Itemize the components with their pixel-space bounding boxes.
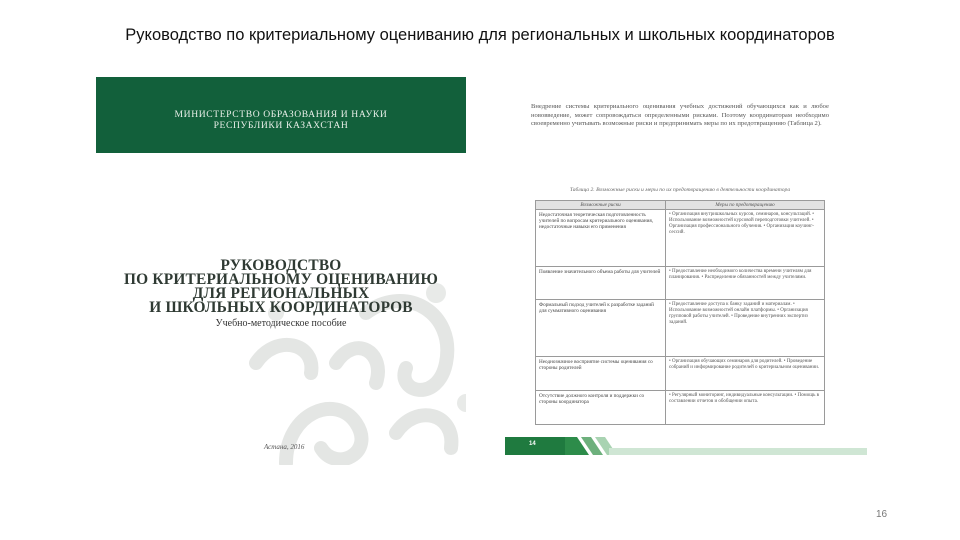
table-row	[536, 266, 825, 299]
table-cell-measures: • Организация внутришкольных курсов, семинаров, консультаций. • Использование возможностей курсовой переподготовки учителей. • Организация профессионального обучения. • Организация коучинг-сессий.	[666, 210, 825, 267]
risks-table-header: Меры по предотвращению	[666, 201, 825, 210]
cover-title: РУКОВОДСТВО ПО КРИТЕРИАЛЬНОМУ ОЦЕНИВАНИЮ ДЛЯ РЕГИОНАЛЬНЫХ И ШКОЛЬНЫХ КООРДИНАТОРОВ	[123, 257, 439, 316]
table-row	[536, 390, 825, 424]
table-cell-risk: Отсутствие должного контроля и поддержки со стороны координатора	[536, 390, 666, 424]
table-cell-measures: • Организация обучающих семинаров для родителей. • Проведение собраний и информирование родителей о критериальном оценивании.	[666, 356, 825, 390]
table-cell-measures: • Предоставление доступа к банку заданий и материалам. • Использование возможностей онлайн платформы. • Организация групповой работы учителей. • Проведение внутренних экспертиз заданий.	[666, 300, 825, 357]
table-cell-risk: Появление значительного объема работы для учителей	[536, 266, 666, 299]
table-cell-risk: Недостаточная теоретическая подготовленность учителей по вопросам критериального оценивания, недостаточные навыки его применения	[536, 210, 666, 267]
page-intro-paragraph: Внедрение системы критериального оценивания учебных достижений обучающихся как и любое нововведение, может сопровождаться определенными рисками. Поэтому координаторам необходимо своевременно учитывать возможные риски и предпринимать меры по их предотвращению (Таблица 2).	[531, 103, 829, 128]
page-table-caption: Таблица 2. Возможные риски и меры по их предотвращению в деятельности координатора	[569, 187, 791, 193]
risks-table-header-row	[536, 201, 825, 210]
page-number: 14	[529, 441, 536, 447]
slide-title: Руководство по критериальному оцениванию для региональных и школьных координаторов	[125, 26, 835, 44]
cover-ministry-heading: МИНИСТЕРСТВО ОБРАЗОВАНИЯ И НАУКИ РЕСПУБЛИКИ КАЗАХСТАН	[174, 109, 388, 131]
page-footer	[505, 437, 867, 455]
cover-city-year: Астана, 2016	[264, 443, 305, 451]
guide-content-page	[505, 95, 867, 457]
table-row	[536, 300, 825, 357]
cover-subtitle: Учебно-методическое пособие	[215, 318, 347, 329]
slide-number: 16	[876, 509, 888, 520]
table-cell-measures: • Предоставление необходимого количества времени учителям для планирования. • Распределение обязанностей между учителями.	[666, 266, 825, 299]
risks-table	[535, 200, 825, 425]
risks-table-header: Возможные риски	[536, 201, 666, 210]
table-cell-risk: Формальный подход учителей к разработке заданий для суммативного оценивания	[536, 300, 666, 357]
page-footer-bar	[505, 437, 867, 455]
table-cell-measures: • Регулярный мониторинг, индивидуальные консультации. • Помощь в составлении отчетов и обобщении опыта.	[666, 390, 825, 424]
table-row	[536, 210, 825, 267]
table-cell-risk: Неоднозначное восприятие системы оценивания со стороны родителей	[536, 356, 666, 390]
guide-cover-page	[96, 77, 466, 465]
table-row	[536, 356, 825, 390]
